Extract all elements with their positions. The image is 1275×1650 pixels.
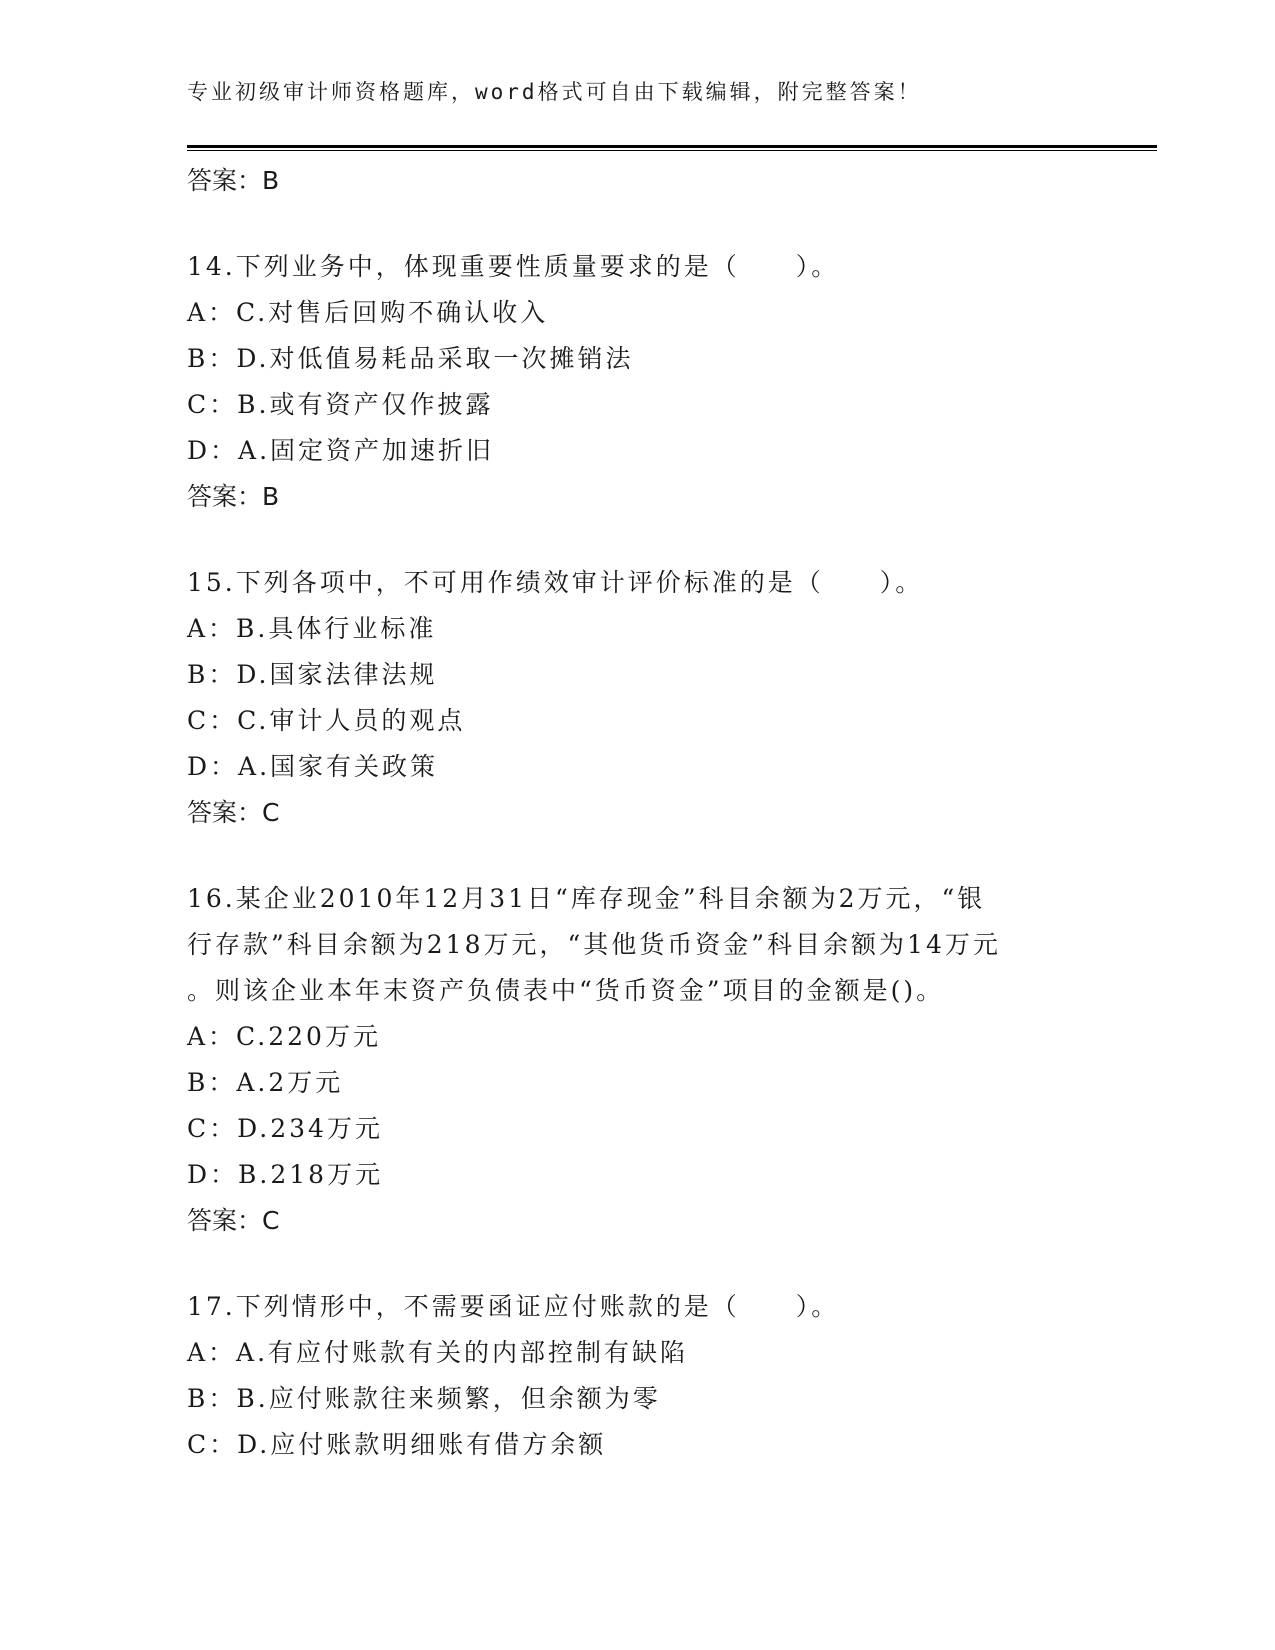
option-a: A：C.对售后回购不确认收入 [187,298,549,327]
option-b: B：A.2万元 [187,1068,344,1097]
option-d: D：B.218万元 [187,1160,384,1189]
answer-line: 答案：C [187,798,280,827]
option-b: B：D.国家法律法规 [187,660,438,689]
option-c: C：D.应付账款明细账有借方余额 [187,1430,607,1459]
question-stem-line-3: 。则该企业本年末资产负债表中“货币资金”项目的金额是()。 [187,976,945,1005]
option-c: C：C.审计人员的观点 [187,706,466,735]
option-c: C：D.234万元 [187,1114,383,1143]
option-b: B：B.应付账款往来频繁，但余额为零 [187,1384,661,1413]
question-stem: 14.下列业务中，体现重要性质量要求的是（ ）。 [187,252,840,281]
question-stem-line-1: 16.某企业2010年12月31日“库存现金”科目余额为2万元，“银 [187,884,986,913]
question-14 [187,244,1087,520]
option-b: B：D.对低值易耗品采取一次摊销法 [187,344,634,373]
answer-line: 答案：B [187,482,280,511]
question-16 [187,876,1087,1244]
option-c: C：B.或有资产仅作披露 [187,390,494,419]
option-a: A：C.220万元 [187,1022,381,1051]
question-list [187,158,1087,1468]
option-d: D：A.固定资产加速折旧 [187,436,495,465]
question-15 [187,560,1087,836]
header-divider-thick [187,145,1157,148]
option-a: A：A.有应付账款有关的内部控制有缺陷 [187,1338,689,1367]
question-stem: 17.下列情形中，不需要函证应付账款的是（ ）。 [187,1292,840,1321]
question-17 [187,1284,1087,1468]
header-divider-thin [187,150,1157,151]
page-header: 专业初级审计师资格题库，word格式可自由下载编辑，附完整答案！ [187,80,922,104]
option-a: A：B.具体行业标准 [187,614,437,643]
answer-line: 答案：B [187,166,280,195]
question-stem: 15.下列各项中，不可用作绩效审计评价标准的是（ ）。 [187,568,924,597]
option-d: D：A.国家有关政策 [187,752,439,781]
question-stem-line-2: 行存款”科目余额为218万元，“其他货币资金”科目余额为14万元 [187,930,1001,959]
answer-line: 答案：C [187,1206,280,1235]
